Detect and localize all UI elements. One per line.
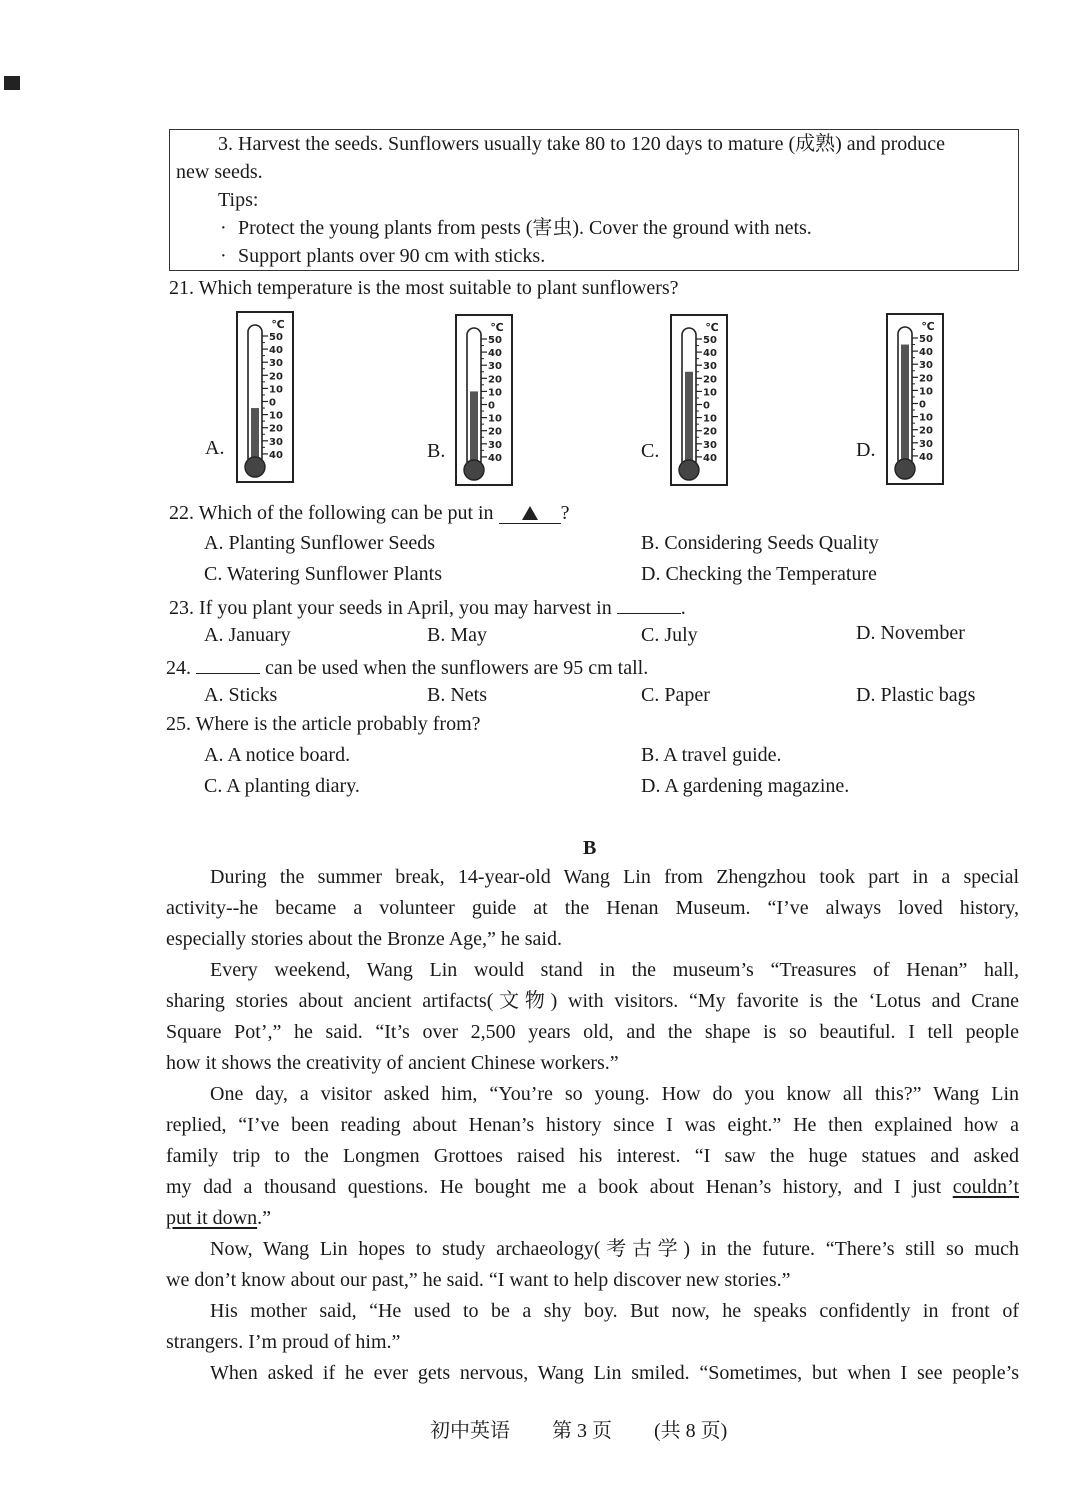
paragraph-3-line-2: replied, “I’ve been reading about Henan’s history since I was eight.” He then explained how a xyxy=(166,1114,1019,1136)
scale-label: 0 xyxy=(703,400,710,412)
q21-option-c[interactable]: C. xyxy=(641,440,660,462)
paragraph-3-line-1: One day, a visitor asked him, “You’re so young. How do you know all this?” Wang Lin xyxy=(210,1083,1019,1105)
scale-label: 30 xyxy=(703,361,717,373)
tip-1-text: Protect the young plants from pests (害虫). Cover the ground with nets. xyxy=(238,217,812,239)
q22-option-c[interactable]: C. Watering Sunflower Plants xyxy=(204,563,442,585)
scale-label: 40 xyxy=(269,345,283,357)
mercury-column xyxy=(470,391,478,470)
thermometer-bulb xyxy=(245,457,265,477)
scale-label: 30 xyxy=(269,436,283,448)
scale-label: 40 xyxy=(703,348,717,360)
page-footer xyxy=(430,1414,727,1443)
thermometer-bulb xyxy=(464,460,484,480)
step-3-line-2: new seeds. xyxy=(176,161,263,183)
scale-label: 0 xyxy=(919,399,926,411)
paragraph-5-line-2: strangers. I’m proud of him.” xyxy=(166,1331,401,1353)
scale-label: 10 xyxy=(488,413,502,425)
unit-label: ℃ xyxy=(705,321,719,334)
scale-label: 30 xyxy=(488,439,502,451)
thermometer-bulb xyxy=(895,459,915,479)
scale-label: 10 xyxy=(269,384,283,396)
q24-option-a[interactable]: A. Sticks xyxy=(204,684,278,706)
scale-label: 0 xyxy=(488,400,495,412)
scale-label: 10 xyxy=(269,410,283,422)
question-22-end: ? xyxy=(560,502,570,524)
answer-blank xyxy=(499,503,561,524)
scale-label: 50 xyxy=(703,335,717,346)
scale-label: 20 xyxy=(919,373,933,385)
scale-label: 20 xyxy=(703,374,717,386)
paragraph-1-line-3: especially stories about the Bronze Age,” he said. xyxy=(166,928,562,950)
scale-label: 40 xyxy=(919,347,933,359)
q23-option-c[interactable]: C. July xyxy=(641,624,698,646)
q25-option-c[interactable]: C. A planting diary. xyxy=(204,775,360,797)
question-22-text: 22. Which of the following can be put in xyxy=(169,502,494,524)
scale-label: 20 xyxy=(919,425,933,437)
q25-option-b[interactable]: B. A travel guide. xyxy=(641,744,782,766)
q21-option-d[interactable]: D. xyxy=(856,439,876,461)
scale-label: 20 xyxy=(269,371,283,383)
step-3-line-1: 3. Harvest the seeds. Sunflowers usually take 80 to 120 days to mature (成熟) and produce xyxy=(218,133,946,155)
q24-option-b[interactable]: B. Nets xyxy=(427,684,487,706)
scale-label: 30 xyxy=(919,438,933,450)
scale-label: 40 xyxy=(488,452,502,464)
thermometer-frame xyxy=(237,312,293,482)
question-23-text: 23. If you plant your seeds in April, you may harvest in xyxy=(169,597,612,619)
thermometer-d xyxy=(886,313,944,485)
paragraph-6-line-1: When asked if he ever gets nervous, Wang Lin smiled. “Sometimes, but when I see people’s xyxy=(210,1362,1019,1384)
paragraph-5-line-1: His mother said, “He used to be a shy boy. But now, he speaks confidently in front of xyxy=(210,1300,1019,1322)
paragraph-2-line-3: Square Pot’,” he said. “It’s over 2,500 years old, and the shape is so beautiful. I tell people xyxy=(166,1021,1019,1043)
thermometer-options xyxy=(0,0,1080,500)
paragraph-3-line-3: family trip to the Longmen Grottoes raised his interest. “I saw the huge statues and asked xyxy=(166,1145,1019,1167)
paragraph-4-line-1: Now, Wang Lin hopes to study archaeology(考古学) in the future. “There’s still so much xyxy=(210,1238,1019,1260)
question-21: 21. Which temperature is the most suitable to plant sunflowers? xyxy=(169,277,679,299)
thermometer-c xyxy=(670,314,728,486)
scale-label: 50 xyxy=(919,334,933,345)
bullet-icon: · xyxy=(220,217,227,239)
paragraph-3-line-5-end: .” xyxy=(257,1207,272,1229)
scale-label: 30 xyxy=(703,439,717,451)
footer-page: 第 3 页 xyxy=(552,1420,612,1442)
unit-label: ℃ xyxy=(490,321,504,334)
q25-option-d[interactable]: D. A gardening magazine. xyxy=(641,775,850,797)
thermometer-frame xyxy=(887,314,943,484)
thermometer-frame xyxy=(456,315,512,485)
scale-label: 30 xyxy=(919,360,933,372)
q22-option-b[interactable]: B. Considering Seeds Quality xyxy=(641,532,879,554)
paragraph-1-line-2: activity--he became a volunteer guide at the Henan Museum. “I’ve always loved history, xyxy=(166,897,1019,919)
thermometer-b xyxy=(455,314,513,486)
scale-label: 30 xyxy=(269,358,283,370)
paragraph-2-line-1: Every weekend, Wang Lin would stand in the museum’s “Treasures of Henan” hall, xyxy=(210,959,1019,981)
paragraph-3-line-4 xyxy=(166,1172,1019,1203)
scale-label: 10 xyxy=(703,387,717,399)
paragraph-4-line-2: we don’t know about our past,” he said. “I want to help discover new stories.” xyxy=(166,1269,791,1291)
answer-blank xyxy=(617,595,681,614)
mercury-column xyxy=(901,345,909,469)
question-23-end: . xyxy=(680,597,686,619)
paragraph-2-line-4: how it shows the creativity of ancient Chinese workers.” xyxy=(166,1052,619,1074)
scale-label: 20 xyxy=(488,426,502,438)
scale-label: 10 xyxy=(919,412,933,424)
scale-label: 40 xyxy=(269,449,283,461)
scale-label: 40 xyxy=(919,451,933,463)
thermometer-a xyxy=(236,311,294,483)
q21-option-a[interactable]: A. xyxy=(205,437,225,459)
q22-option-d[interactable]: D. Checking the Temperature xyxy=(641,563,877,585)
paragraph-1-line-1: During the summer break, 14-year-old Wang Lin from Zhengzhou took part in a special xyxy=(210,866,1019,888)
q24-option-d[interactable]: D. Plastic bags xyxy=(856,684,976,706)
tip-2-text: Support plants over 90 cm with sticks. xyxy=(238,245,546,267)
question-23 xyxy=(169,595,686,618)
question-25: 25. Where is the article probably from? xyxy=(166,713,481,735)
q24-option-c[interactable]: C. Paper xyxy=(641,684,710,706)
section-b-heading: B xyxy=(583,837,597,859)
scale-label: 20 xyxy=(703,426,717,438)
paragraph-3-line-5 xyxy=(166,1203,1019,1234)
q22-option-a[interactable]: A. Planting Sunflower Seeds xyxy=(204,532,436,554)
q23-option-a[interactable]: A. January xyxy=(204,624,291,646)
footer-total: (共 8 页) xyxy=(654,1420,728,1442)
question-24-number: 24. xyxy=(166,657,191,679)
unit-label: ℃ xyxy=(921,320,935,333)
scale-label: 10 xyxy=(703,413,717,425)
q21-option-b[interactable]: B. xyxy=(427,440,446,462)
scale-label: 20 xyxy=(269,423,283,435)
scale-label: 30 xyxy=(488,361,502,373)
answer-blank xyxy=(196,655,260,674)
q23-option-b[interactable]: B. May xyxy=(427,624,487,646)
scale-label: 50 xyxy=(488,335,502,346)
footer-subject: 初中英语 xyxy=(430,1420,510,1442)
scale-label: 20 xyxy=(488,374,502,386)
scale-label: 10 xyxy=(919,386,933,398)
bullet-icon: · xyxy=(220,245,227,267)
underlined-phrase-part-1: couldn’t xyxy=(952,1176,1020,1198)
paragraph-3-line-4-text: my dad a thousand questions. He bought me a book about Henan’s history, and I just xyxy=(166,1176,942,1198)
q23-option-d[interactable]: D. November xyxy=(856,622,965,644)
q25-option-a[interactable]: A. A notice board. xyxy=(204,744,351,766)
scale-label: 40 xyxy=(488,348,502,360)
scale-label: 10 xyxy=(488,387,502,399)
thermometer-bulb xyxy=(679,460,699,480)
mercury-column xyxy=(685,372,693,470)
scale-label: 50 xyxy=(269,332,283,343)
scale-label: 0 xyxy=(269,397,276,409)
underlined-phrase-part-2: put it down xyxy=(166,1207,258,1229)
question-24 xyxy=(166,655,648,678)
scale-label: 40 xyxy=(703,452,717,464)
thermometer-frame xyxy=(671,315,727,485)
question-22 xyxy=(169,503,569,524)
triangle-icon xyxy=(522,506,538,520)
tips-label: Tips: xyxy=(218,189,259,211)
unit-label: ℃ xyxy=(271,318,285,331)
question-24-text: can be used when the sunflowers are 95 cm tall. xyxy=(265,657,649,679)
paragraph-2-line-2: sharing stories about ancient artifacts(文物) with visitors. “My favorite is the ‘Lotus and Crane xyxy=(166,990,1019,1012)
